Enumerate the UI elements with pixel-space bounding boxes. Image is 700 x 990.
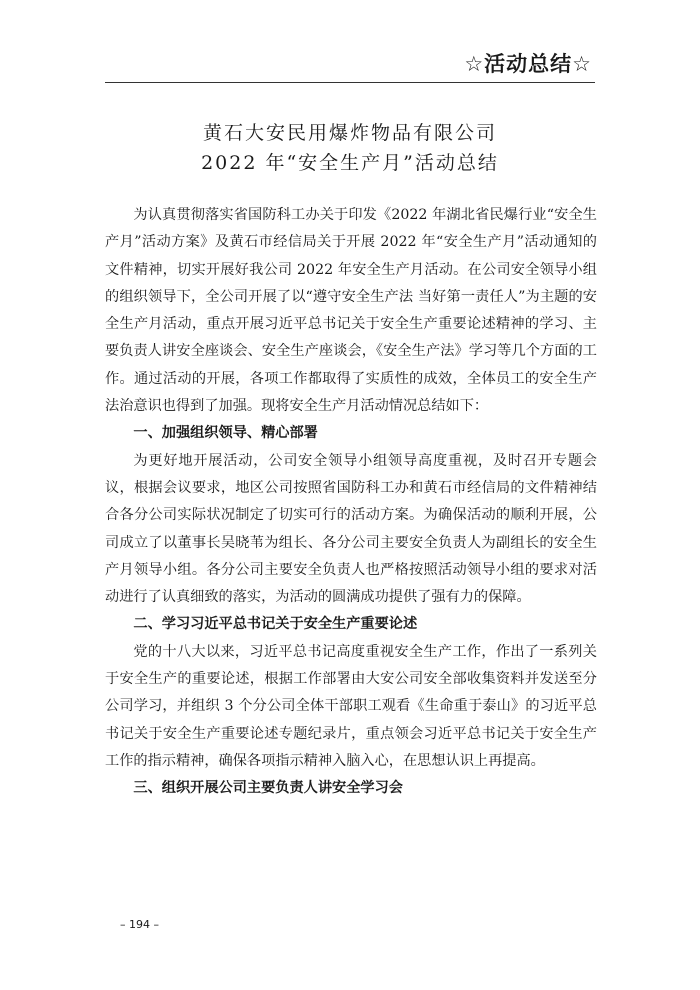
section-3-heading: 三、组织开展公司主要负责人讲安全学习会	[133, 780, 403, 797]
section-2-paragraph: 党的十八大以来，习近平总书记高度重视安全生产工作，作出了一系列关于安全生产的重要论述，根据工作部署由大安公司安全部收集资料并发送至分公司学习，并组织 3 个分公司全体干部职工观看《生命重于泰山》的习近平总书记关于安全生产重要论述专题纪录片，重点领会习近平总书记关于安全生产工作的指示精神，确保各项指示精神入脑入心，在思想认识上再提高。	[105, 643, 597, 769]
title-line-company: 黄石大安民用爆炸物品有限公司	[202, 122, 497, 144]
title-line-subject: 2022 年“安全生产月”活动总结	[201, 152, 499, 174]
section-1-heading: 一、加强组织领导、精心部署	[133, 425, 318, 442]
section-header-label: ☆活动总结☆	[464, 52, 592, 76]
section-2-heading: 二、学习习近平总书记关于安全生产重要论述	[133, 616, 418, 633]
header-divider	[105, 82, 595, 83]
page-number: – 194 –	[120, 918, 159, 931]
document-title	[105, 118, 595, 178]
intro-paragraph: 为认真贯彻落实省国防科工办关于印发《2022 年湖北省民爆行业“安全生产月”活动方案》及黄石市经信局关于开展 2022 年“安全生产月”活动通知的文件精神，切实开展好我公司 2022 年安全生产月活动。在公司安全领导小组的组织领导下，全公司开展了以“遵守安全生产法 当好第一责任人”为主题的安全生产月活动，重点开展习近平总书记关于安全生产重要论述精神的学习、主要负责人讲安全座谈会、安全生产座谈会，《安全生产法》学习等几个方面的工作。通过活动的开展，各项工作都取得了实质性的成效，全体员工的安全生产法治意识也得到了加强。现将安全生产月活动情况总结如下：	[105, 207, 597, 415]
document-body	[105, 202, 597, 803]
section-1-paragraph: 为更好地开展活动，公司安全领导小组领导高度重视，及时召开专题会议，根据会议要求，地区公司按照省国防科工办和黄石市经信局的文件精神结合各分公司实际状况制定了切实可行的活动方案。为确保活动的顺利开展，公司成立了以董事长吴晓苇为组长、各分公司主要安全负责人为副组长的安全生产月领导小组。各分公司主要安全负责人也严格按照活动领导小组的要求对活动进行了认真细致的落实，为活动的圆满成功提供了强有力的保障。	[105, 452, 597, 606]
